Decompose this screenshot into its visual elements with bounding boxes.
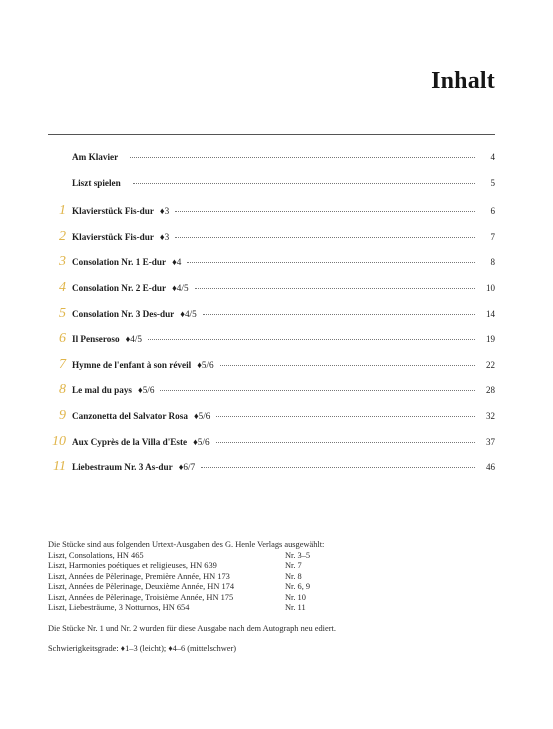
toc-entry-difficulty: ♦5/6 xyxy=(193,410,211,421)
source-title: Liszt, Liebesträume, 3 Notturnos, HN 654 xyxy=(48,603,190,612)
dot-leader xyxy=(220,365,475,366)
toc-entry-10[interactable] xyxy=(48,434,495,460)
toc-entry-page: 37 xyxy=(486,436,495,447)
toc-entry-page: 10 xyxy=(486,282,495,293)
toc-entry-6[interactable] xyxy=(48,331,495,357)
toc-entry-page: 5 xyxy=(490,177,495,188)
source-row xyxy=(48,582,498,593)
source-numbers: Nr. 3–5 xyxy=(285,550,311,560)
toc-entry-title: Klavierstück Fis-dur xyxy=(72,206,154,217)
toc-entry-page: 7 xyxy=(490,231,495,242)
source-numbers: Nr. 10 xyxy=(285,592,306,602)
toc-entry-difficulty: ♦4/5 xyxy=(180,308,197,319)
source-row xyxy=(48,561,498,572)
source-title: Liszt, Harmonies poétiques et religieuses, HN 639 xyxy=(48,561,217,570)
toc-entry-page: 4 xyxy=(490,152,495,162)
source-numbers: Nr. 7 xyxy=(285,561,302,570)
toc-entry-1[interactable] xyxy=(48,203,495,229)
toc-entry-page: 22 xyxy=(486,359,495,370)
source-row xyxy=(48,551,498,562)
toc-entry-title: Liebestraum Nr. 3 As-dur xyxy=(72,462,173,473)
toc-entry-difficulty: ♦3 xyxy=(159,231,170,242)
dot-leader xyxy=(187,262,475,263)
toc-entry-number: 8 xyxy=(59,382,66,398)
dot-leader xyxy=(203,314,475,315)
toc-entry-page: 14 xyxy=(486,308,495,319)
dot-leader xyxy=(216,416,475,417)
toc-entry-page: 28 xyxy=(486,385,495,396)
toc-entry-page: 8 xyxy=(490,257,495,268)
toc-entry-title: Il Penseroso xyxy=(72,334,120,345)
source-title: Liszt, Années de Pèlerinage, Deuxième Année, HN 174 xyxy=(48,582,235,591)
toc-entry-difficulty: ♦4 xyxy=(172,257,182,268)
dot-leader xyxy=(148,339,475,340)
title-rule xyxy=(48,134,495,135)
toc-entry-title: Consolation Nr. 2 E-dur xyxy=(72,282,167,293)
source-row xyxy=(48,593,498,604)
source-numbers: Nr. 11 xyxy=(285,603,306,612)
toc-entry-3[interactable] xyxy=(48,254,495,280)
toc-entry-7[interactable] xyxy=(48,357,495,383)
toc-entry-difficulty: ♦5/6 xyxy=(138,385,155,396)
toc-entry-title: Aux Cyprès de la Villa d'Este xyxy=(72,436,188,447)
toc-entry-4[interactable] xyxy=(48,280,495,306)
source-title: Liszt, Années de Pèlerinage, Troisième Année, HN 175 xyxy=(48,592,234,602)
toc-entry-number: 9 xyxy=(59,407,66,423)
dot-leader xyxy=(216,442,475,443)
source-row xyxy=(48,572,498,583)
dot-leader xyxy=(130,157,475,158)
sources-intro: Die Stücke sind aus folgenden Urtext-Ausgaben des G. Henle Verlags ausgewählt: xyxy=(48,540,325,549)
toc-entry-am-klavier[interactable] xyxy=(48,152,495,178)
toc-entry-difficulty: ♦4/5 xyxy=(125,334,142,345)
toc-entry-number: 1 xyxy=(59,203,66,219)
toc-entry-9[interactable] xyxy=(48,408,495,434)
toc-entry-number: 4 xyxy=(59,279,66,295)
source-numbers: Nr. 6, 9 xyxy=(285,582,311,591)
page-title: Inhalt xyxy=(431,68,495,94)
toc-entry-title: Hymne de l'enfant à son réveil xyxy=(72,359,192,370)
toc-entry-number: 7 xyxy=(59,356,66,372)
source-numbers: Nr. 8 xyxy=(285,571,302,581)
toc-entry-difficulty: ♦6/7 xyxy=(178,462,196,473)
toc-entry-5[interactable] xyxy=(48,306,495,332)
source-title: Liszt, Consolations, HN 465 xyxy=(48,550,144,560)
dot-leader xyxy=(201,467,475,468)
toc-entry-number: 10 xyxy=(52,433,66,449)
source-row xyxy=(48,603,498,614)
toc-entry-title: Am Klavier xyxy=(72,152,119,162)
toc-entry-title: Klavierstück Fis-dur xyxy=(72,231,154,242)
toc-entry-2[interactable] xyxy=(48,229,495,255)
dot-leader xyxy=(195,288,475,289)
toc-entry-title: Le mal du pays xyxy=(72,385,132,396)
toc-entry-number: 3 xyxy=(59,254,66,270)
toc-entry-number: 6 xyxy=(59,331,66,347)
difficulty-legend: Schwierigkeitsgrade: ♦1–3 (leicht); ♦4–6 (mittelschwer) xyxy=(48,644,237,653)
toc-entry-difficulty: ♦5/6 xyxy=(193,436,210,447)
dot-leader xyxy=(133,183,475,184)
toc-entry-difficulty: ♦4/5 xyxy=(172,282,189,293)
toc-entry-page: 32 xyxy=(486,410,495,421)
toc-entry-page: 46 xyxy=(486,462,495,473)
toc-entry-liszt-spielen[interactable] xyxy=(48,178,495,204)
spacer xyxy=(48,634,498,644)
toc-entry-title: Consolation Nr. 1 E-dur xyxy=(72,257,167,268)
toc-entry-title: Consolation Nr. 3 Des-dur xyxy=(72,308,175,319)
spacer xyxy=(48,614,498,624)
source-title: Liszt, Années de Pèlerinage, Première Année, HN 173 xyxy=(48,571,230,581)
toc-entry-8[interactable] xyxy=(48,382,495,408)
autograph-note: Die Stücke Nr. 1 und Nr. 2 wurden für diese Ausgabe nach dem Autograph neu ediert. xyxy=(48,623,336,633)
toc-entry-title: Canzonetta del Salvator Rosa xyxy=(72,410,188,421)
toc-entry-number: 5 xyxy=(59,305,66,321)
toc-entry-number: 2 xyxy=(59,228,66,244)
toc-entry-page: 6 xyxy=(490,206,495,217)
toc-entry-page: 19 xyxy=(486,334,495,345)
toc-entry-difficulty: ♦3 xyxy=(159,206,170,217)
table-of-contents xyxy=(48,152,495,485)
toc-entry-difficulty: ♦5/6 xyxy=(197,359,214,370)
source-notes xyxy=(48,540,498,655)
toc-entry-number: 11 xyxy=(53,459,66,475)
dot-leader xyxy=(175,237,475,238)
dot-leader xyxy=(175,211,475,212)
dot-leader xyxy=(160,390,475,391)
toc-entry-title: Liszt spielen xyxy=(72,177,121,188)
toc-entry-11[interactable] xyxy=(48,459,495,485)
